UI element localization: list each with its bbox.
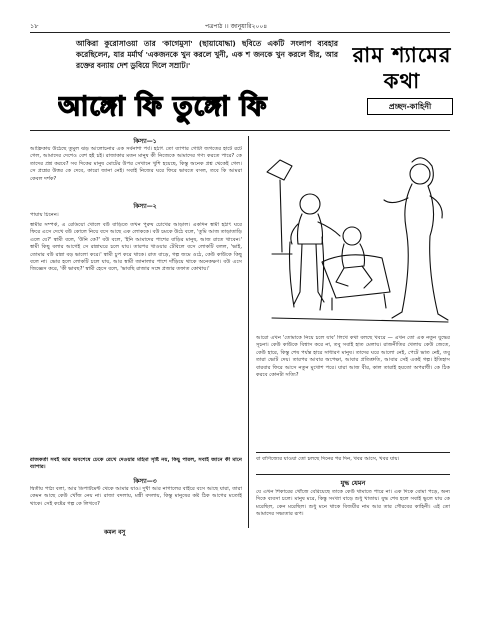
right-top-text: আরো এখন 'তোমাকে নিয়ে চলে যাব' লিখে কথা বলছে খবরে — এখন তো এক নতুন যুদ্ধের সূচনা। কেউ কাউকে বিশ্বাস করে না, তবু সবাই হাত মেলায়। রাজনীতির খেলায় কেউ জেতে, কেউ হারে, কিন্তু শেষ পর্যন্ত হারে সাধারণ মানুষ। তাদের ঘরে আলো নেই, পেটে ভাত নেই, তবু তারা ভোট দেয়। তারপর আবার অপেক্ষা, আবার প্রতিশ্রুতি, আবার সেই একই গল্প। ইতিহাস বারবার ফিরে আসে নতুন মুখোশ পরে। যারা আজ বীর, কাল তারাই হয়তো অপরাধী। কে ঠিক করবে কোনটা সত্যি? bbox=[256, 335, 450, 379]
part3-text: দ্বিতীয় পাঠ্য বলা, আর ডিপার্টমেন্ট থেকে আমার যাও। দুখী আর নাগালের বাইরে বসে আছে যারা, তারা কেমন আছে কেউ খোঁজ নেয় না। রাজা বদলায়, মন্ত্রী বদলায়, কিন্তু মানুষের কষ্ট ঠিক আগের মতোই থাকে। সেই কষ্টের গল্প কে লিখবে? bbox=[30, 486, 242, 507]
part1-text: আফ্রিকায় উঠেছে তুমুল ঝড় আলোচনার এক সর্বনাশা পর্ব। হঠাৎ তো ব্যাপার গোটা জগতের হাটে রটে গেল, আমাদের দেশেও বেশ হই চই। রাজাকার মতন মানুষ কী নিজেকে আমাদের গণ্য করতে পারে? কে তাদের প্রশ্ন করবে? সব দিকের মানুষ মোটের উপর সেখানে খুশি হয়েছে, কিন্তু অনেক প্রশ্ন থেকেই গেল। সে প্রশ্নের উত্তর কে দেবে, কারো জানা নেই। সবাই নিজের ঘরে ফিরে ভাবতে বসল, তবে কি আমরা কেবল দর্শক? bbox=[30, 146, 242, 182]
part2-subheading: পায়ায় চিনেন। bbox=[30, 212, 59, 218]
box-text: যে এখন শিকারের খোঁজে বেরিয়েছে তাকে কেউ থামাতে পারে না। এক দিকে বোমা পড়ে, অন্য দিকে ব্যবসা চলে। মানুষ মরে, কিন্তু সংখ্যা বাড়ে শুধু খাতায়। যুদ্ধ শেষ হলে সবাই ভুলে যায় কে মরেছিল, কেন মরেছিল। শুধু মনে থাকে বিজয়ীর নাম আর তার গৌরবের কাহিনী। এই তো আমাদের সভ্যতার রূপ। bbox=[256, 489, 450, 518]
column-divider bbox=[248, 136, 249, 528]
author-name: কমল বসু bbox=[104, 529, 126, 536]
bold-line: রাজকর্তা সবই আর অবশেষে ঢেকে রেখে দেওয়ার মহিমা সৃষ্টি নয়, কিছু পারল, সবাই জানে কী মানে ব্যাপার। bbox=[30, 457, 242, 471]
box-heading: যুদ্ধ যেমন bbox=[340, 479, 366, 487]
cartoon-illustration bbox=[252, 132, 452, 332]
right-small-note: বা বাণিজ্যের যাওয়া তো চলছে দিনের পর দিন, খবর আসে, খবর যায়। bbox=[256, 456, 400, 462]
article-title: আঙ্গো ফি তুঙ্গো ফি bbox=[58, 92, 268, 122]
part2-heading: কিস্যা—২ bbox=[133, 203, 157, 210]
title-rule bbox=[30, 130, 450, 131]
part3-heading: কিস্যা—৩ bbox=[133, 478, 157, 485]
part2-text: স্বামীর সম্পর্ক, এ রেডিয়ো খোলে বউ বাড়িতে তখন পুরুষ চোখের আড়াল। একদিন স্বামী হঠাৎ ঘরে ফিরে এসে দেখে বউ কোলে নিয়ে বসে আছে এক লোককে। বউ চমকে উঠে বলে, 'তুমি আজ তাড়াতাড়ি এলে যে?' স্বামী বলে, 'উনি কে?' বউ বলে, 'ইনি আমাদের পাশের বাড়ির মানুষ, আজ রাতে খাবেন।' স্বামী কিছু বলার আগেই সে রান্নাঘরে চলে যায়। তারপর খাওয়ার টেবিলে বসে লোকটি বলল, 'ভাই, তোমার বউ রান্না বড় ভালো করে।' স্বামী চুপ করে থাকে। রাত বাড়ে, গল্প জমে ওঠে, কেউ কাউকে কিছু বলে না। ভোর হলে লোকটি চলে যায়, আর স্বামী জানালার পাশে দাঁড়িয়ে থাকে অনেকক্ষণ। বউ এসে জিজ্ঞেস করে, 'কী ভাবছ?' স্বামী হেসে বলে, 'ভাবছি রাজার সঙ্গে প্রজার তফাত কোথায়।' bbox=[30, 222, 242, 273]
magazine-info: পত্রপাঠ ।। জানুয়ারি২০০৪ bbox=[205, 23, 268, 30]
part1-heading: কিস্যা—১ bbox=[133, 138, 157, 145]
header-rule bbox=[30, 32, 450, 33]
column-title: রাম শ্যামের কথা bbox=[352, 42, 452, 93]
section-label: প্রচ্ছদ-কাহিনী bbox=[367, 98, 453, 115]
intro-quote: আকিরা কুরোসাওয়া তার 'কাগেমুসা' (ছায়াযোদ্ধা) ছবিতে একটি সংলাপ ব্যবহার করেছিলেন, যার মর্মার্থ 'একজনকে খুন করলে খুনী, এক শ জনকে খুন করলে বীর, আর রক্তের বন্যায় দেশ ডুবিয়ে দিলে সম্রাট।' bbox=[76, 39, 338, 70]
right-rule-2 bbox=[256, 474, 450, 475]
right-rule-1 bbox=[256, 452, 450, 453]
page-number: ১৮ bbox=[30, 22, 39, 30]
